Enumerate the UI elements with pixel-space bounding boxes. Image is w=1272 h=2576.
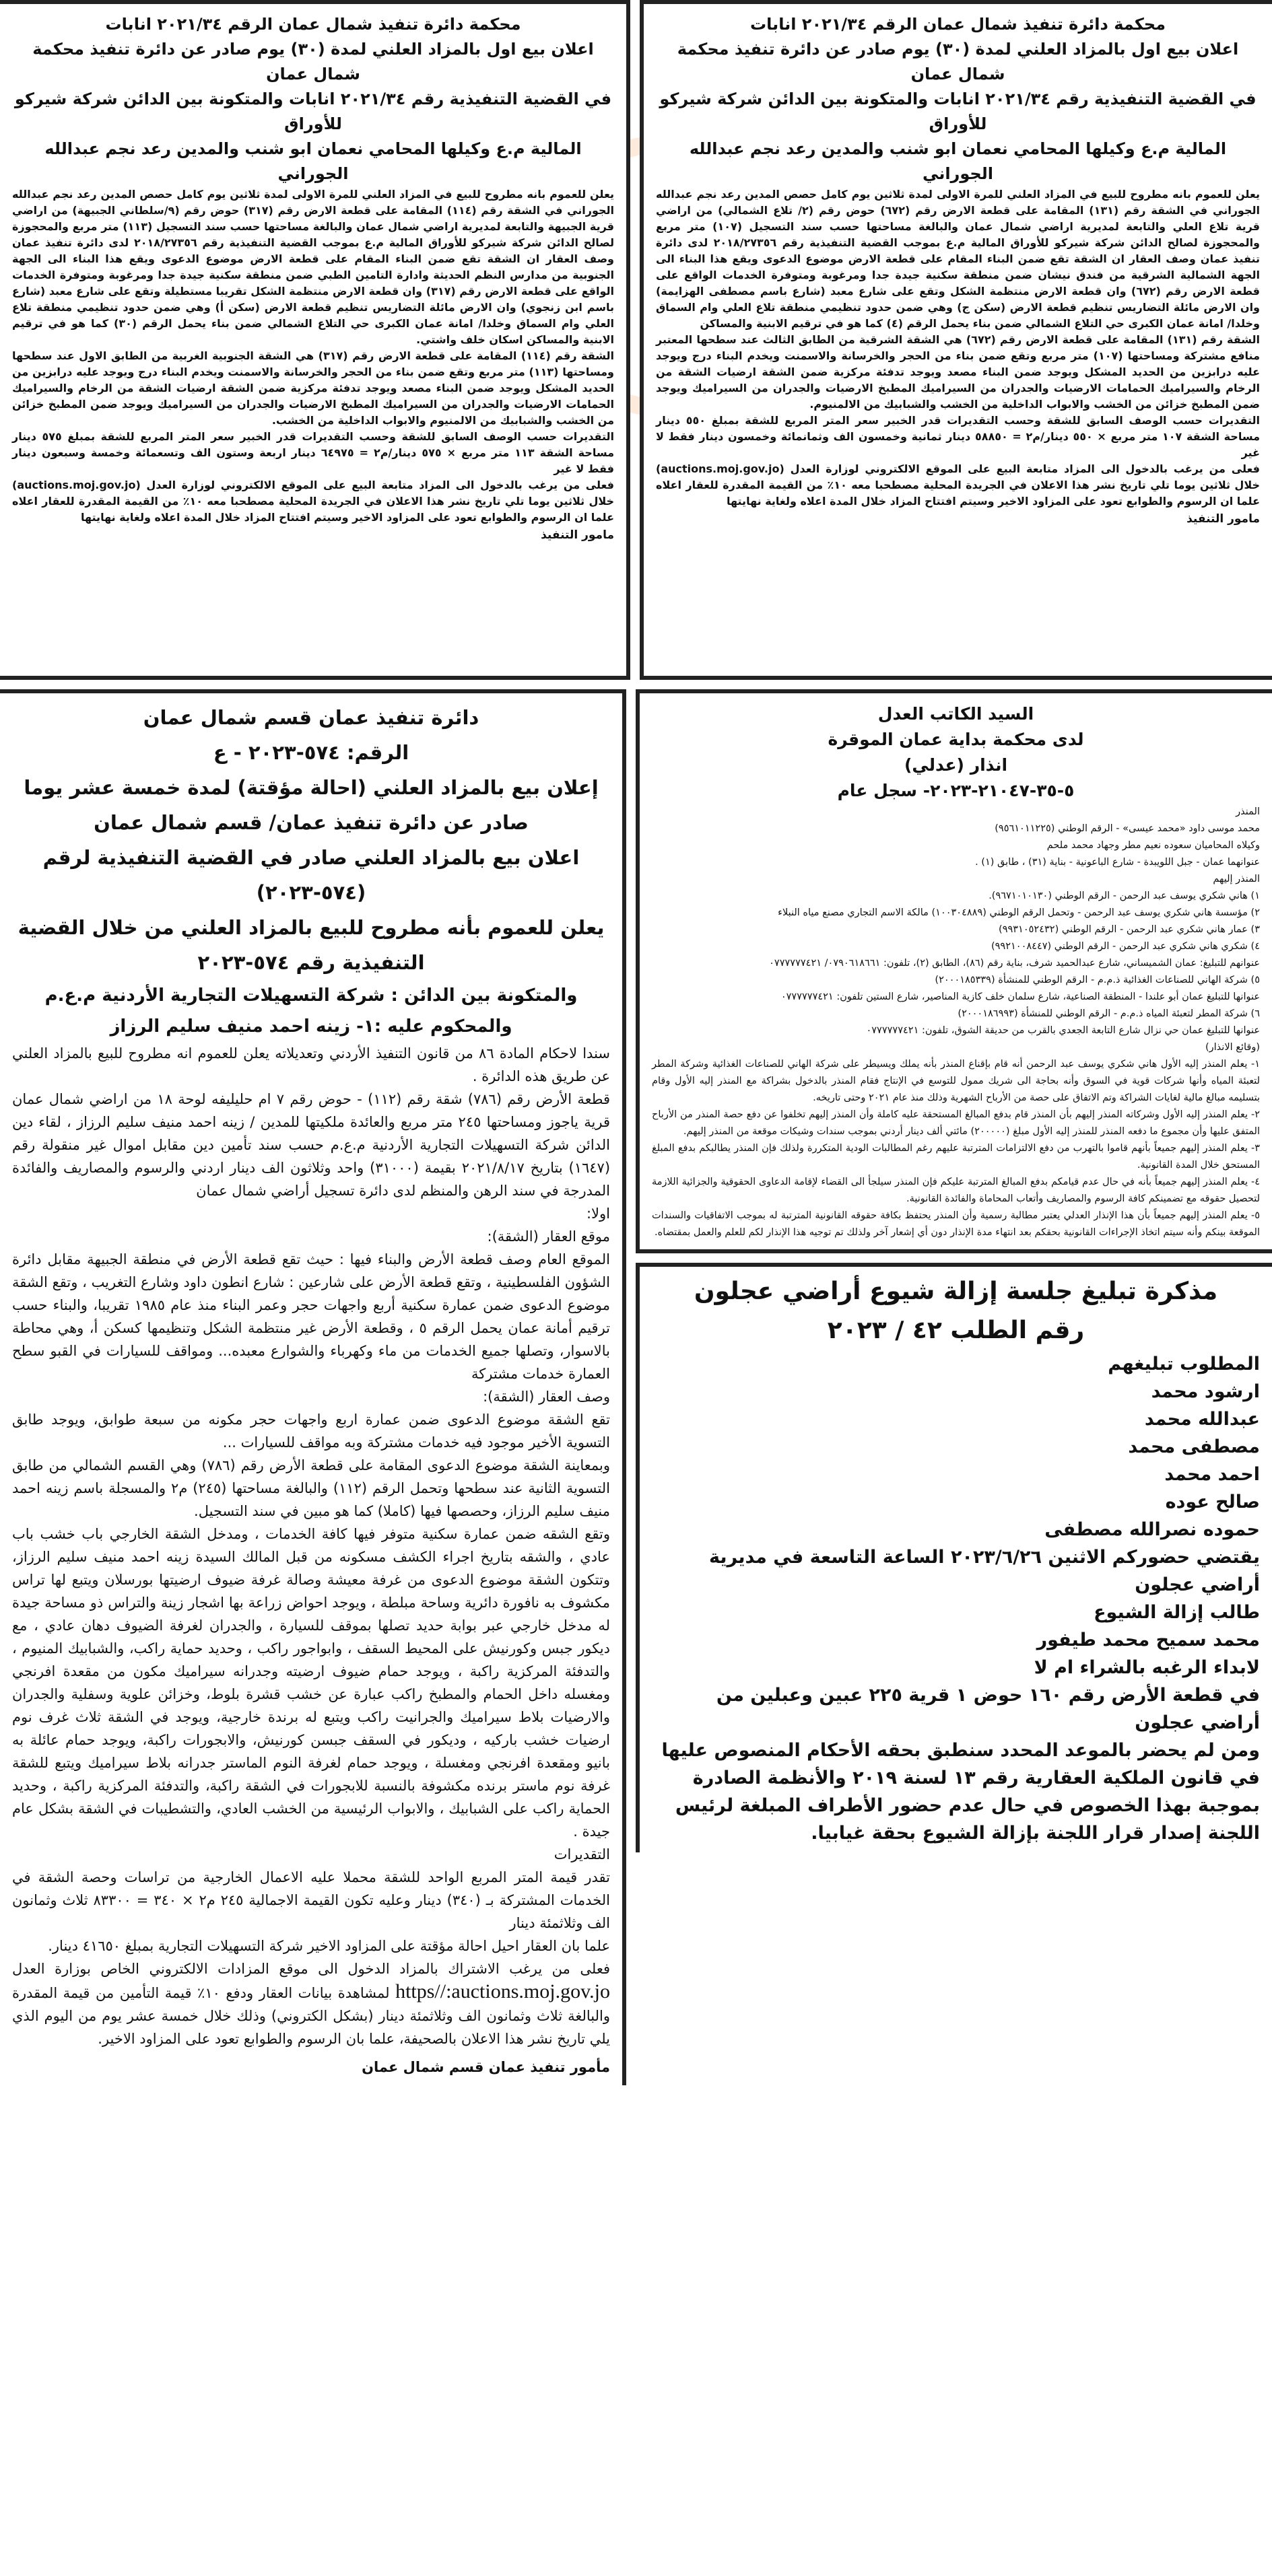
party-line: المنذر <box>1236 806 1260 817</box>
notice-paragraph: قطعة الأرض رقم (٧٨٦) شقة رقم (١١٢) - حوض رقم ٧ ام حليليفه لوحة ١٨ من اراضي شمال عمان قرية ياجوز ومساحتها ٢٤٥ متر مربع والعائدة ملكيتها للمدين / زينه احمد منيف سليم الرزاز ، لقاء دين الدائن شركة التسهيلات التجارية الأردنية م.ع.م حسب سند تأمين دين مقابل اموال غير منقولة رقم (١٦٤٧) بتاريخ ٢٠٢١/٨/١٧ بقيمة (٣١٠٠٠) واحد وثلاثون الف دينار اردني والرسوم والمصاريف والفائدة المدرجة في سند الرهن والمنظم لدى دائرة تسجيل أراضي شمال عمان <box>12 1091 611 1199</box>
party-line: عنوانها للتبليغ عمان أبو علندا - المنطقة الصناعية، شارع سلمان خلف كازية المناصير، شارع الستين تلفون: ٠٧٧٧٧٧٧٤٢١ <box>780 991 1260 1002</box>
notice-heading: السيد الكاتب العدل <box>877 704 1034 724</box>
notice-paragraph: فعلى من يرغب بالدخول الى المزاد متابعة البيع على الموقع الالكتروني لوزارة العدل (auctions.moj.gov.jo) خلال ثلاثين يوما تلي تاريخ نشر هذا الاعلان في الجريدة المحلية مصطحبا معه ١٠٪ من القيمة المقدرة للعقار اعلاه علما ان الرسوم والطوابع تعود على المزاود الاخير وسيتم افتتاح المزاد خلال المدة اعلاه ولغاية نهايتها <box>12 479 615 524</box>
notice-paragraph: موقع العقار (الشقة): <box>487 1228 610 1245</box>
notice-heading: يعلن للعموم بأنه مطروح للبيع بالمزاد العلني من خلال القضية التنفيذية رقم ٥٧٤-٢٠٢٣ <box>18 916 605 974</box>
party-line: ٦) شركة المطر لتعبئة المياه ذ.م.م - الرقم الوطني للمنشأة (٢٠٠٠١٨٦٩٩٣) <box>958 1008 1260 1019</box>
request-number: رقم الطلب ٤٢ / ٢٠٢٣ <box>827 1317 1085 1344</box>
notice-heading: المالية م.ع وكيلها المحامي نعمان ابو شنب والمدين رعد نجم عبدالله الجوراني <box>689 139 1227 183</box>
notice-paragraph: علما بان العقار احيل احالة مؤقتة على المزاود الاخير شركة التسهيلات التجارية بمبلغ ٤١٦٥٠ دينار. <box>48 1938 610 1954</box>
notice-line: المطلوب تبليغهم <box>1108 1354 1260 1374</box>
notice-heading: المالية م.ع وكيلها المحامي نعمان ابو شنب والمدين رعد نجم عبدالله الجوراني <box>44 139 582 183</box>
signature: مامور التنفيذ <box>1186 512 1260 526</box>
notice-line: محمد سميح محمد طيفور <box>1036 1630 1260 1650</box>
notice-line: مصطفى محمد <box>1128 1436 1260 1457</box>
notice-paragraph: التقديرات <box>554 1846 610 1863</box>
temporary-award-auction-notice <box>0 689 626 2085</box>
notice-line: طالب إزالة الشيوع <box>1094 1602 1260 1623</box>
party-line: عنوانهم للتبليغ: عمان الشميساني، شارع عبدالحميد شرف، بناية رقم (٨٦)، الطابق (٢)، تلفون: ٠٧٩٠٦١٨٦٦١/ ٠٧٧٧٧٧٧٤٢١ <box>769 958 1260 969</box>
notice-paragraph: الشقة رقم (١١٤) المقامة على قطعة الارض رقم (٣١٧) هي الشقة الجنوبية الغربية من الطابق الاول عند سطحها ومساحتها (١١٣) متر مربع وتقع ضمن بناء من الحجر والخرسانة والاسمنت ويخدم البناء درج ويوجد عليه درابزين من الحديد المشكل ويوجد ضمن البناء مصعد ويوجد تدفئة مركزية ضمن الشقة ارضيات الشقة من الرخام والسيراميك الحمامات الارضيات والجدران من السيراميك المطبخ الارضيات والجدران من السيراميك ويوجد ضمن المطبخ خزائن من الخشب والشبابيك من الالمنيوم والابواب الداخلية من الخشب. <box>12 349 615 427</box>
notice-line: ومن لم يحضر بالموعد المحدد سنطبق بحقه الأحكام المنصوص عليها في قانون الملكية العقارية رقم ١٣ لسنة ٢٠١٩ والأنظمة الصادرة بموجبة بهذا الخصوص في حال عدم حضور الأطراف المبلغة لرئيس اللجنة إصدار قرار اللجنة بإزالة الشيوع بحقة غيابيا. <box>661 1740 1260 1844</box>
notice-line: حموده نصرالله مصطفى <box>1044 1519 1260 1540</box>
warning-facts <box>652 1056 1260 1241</box>
auction-instructions <box>12 1957 610 2050</box>
notice-line: عبدالله محمد <box>1144 1409 1260 1430</box>
notice-line: صالح عوده <box>1165 1492 1260 1512</box>
warning-paragraph: ٥- يعلم المنذر إليهم جميعاً بأن هذا الإنذار العدلي يعتبر مطالبة رسمية وأن المنذر يحتفظ بكافة حقوقه القانونية المترتبة له بموجب الاتفاقيات والسندات الموقعة بينكم وأنه سيتم اتخاذ الإجراءات القانونية بحقكم بعد انتهاء مدة الإنذار دون أي إشعار آخر ولذلك تم توجيه هذا الإنذار لكم للعلم والعمل بمقتضاه. <box>652 1210 1260 1238</box>
warning-paragraph: ٢- يعلم المنذر إليه الأول وشركاته المنذر إليهم بأن المنذر قام بدفع المبالغ المستحقة عليه كاملة وأن المنذر إليهم تخلفوا عن دفع حصة المنذر من الأرباح المتفق عليها وأن مجموع ما دفعه المنذر للمنذر إليه الأول مبلغ (٢٠٠٠٠٠) مائتي ألف دينار أردني بموجب سندات وشيكات موقعة من المنذر إليهم. <box>652 1109 1260 1137</box>
partition-hearing-notice <box>636 1263 1272 1852</box>
auction-website-link[interactable]: https//:auctions.moj.gov.jo <box>395 1980 610 2003</box>
notice-line: في قطعة الأرض رقم ١٦٠ حوض ١ قرية ٢٢٥ عبين وعبلين من أراضي عجلون <box>716 1685 1260 1733</box>
notice-paragraph: وصف العقار (الشقة): <box>483 1389 610 1405</box>
party-line: (وقائع الانذار) <box>1205 1042 1260 1053</box>
auction-text: لمشاهدة بيانات العقار ودفع ١٠٪ قيمة التأمين من قيمة المقدرة والبالغة ثلاث وثمانون الف وثلاثمئة دينار (بشكل الكتروني) وذلك خلال خمسة عشر يوم من اليوم الذي يلي تاريخ نشر هذا الاعلان بالصحيفة، علما بان الرسوم والطوابع تعود على المزاود الاخير. <box>12 1985 610 2047</box>
auction-notice-right <box>640 0 1272 680</box>
notice-heading: مذكرة تبليغ جلسة إزالة شيوع أراضي عجلون <box>694 1278 1218 1305</box>
warning-paragraph: ٤- يعلم المنذر إليهم جميعاً بأنه في حال عدم قيامكم بدفع المبالغ المترتبة عليكم فإن المنذر سيلجأ الى القضاء لإقامة الدعاوى الحقوقية والجزائية اللازمة لتحصيل حقوقه مع تضمينكم كافة الرسوم والمصاريف وأتعاب المحاماة والفائدة القانونية. <box>652 1177 1260 1204</box>
notice-paragraph: وبمعاينة الشقة موضوع الدعوى المقامة على قطعة الأرض رقم (٧٨٦) وهي القسم الشمالي من طابق التسوية الثانية عند سطحها وتحمل الرقم (١١٢) والبالغة مساحتها (٢٤٥) م٢ والمسجلة باسم زينه احمد منيف سليم الرزاز، وحصصها فيها (كاملا) كما هو مبين في سند التسجيل. <box>12 1457 610 1519</box>
notice-paragraph: وتقع الشقه ضمن عمارة سكنية متوفر فيها كافة الخدمات ، ومدخل الشقة الخارجي باب خشب باب عادي ، والشقه بتاريخ اجراء الكشف مسكونه من قبل المالك السيدة زينه احمد منيف سليم الرزاز، وتتكون الشقة موضوع الدعوى من غرفة معيشة وصالة غرفة ضيوف ارضيتها بورسلان ويتبع لها تراس مكشوف به نافورة دائرية وساحة مبلطة ، ويوجد احواض زراعة بها اشجار زينة والتراس ذو مساحة جيدة له مدخل خارجي عبر بوابة حديد تصلها بموقف للسيارة ، والجدران لغرفة الضيوف دهان عادي ، مع ديكور جبس وكورنيش على المحيط السقف ، وابواجور راكب ، وحديد حماية راكب، والشبابيك المنيوم ، والتدفئة المركزية راكبة ، ويوجد حمام ضيوف ارضيته وجدرانه سيراميك مكون من مقعدة افرنجي ومغسله داخل الحمام والمطبخ راكب عبارة عن خشب قشرة بلوط، وخزائن علوية وسفلية والجدران والارضيات بلاط سيراميك والجرانيت راكب ويتبع له برندة خارجية، ويوجد في الشقة ثلاث غرف نوم ارضيات خشب باركيه ، وديكور في السقف جبسن كورنيش، والابجورات راكبة، ويوجد حمام عائلة به بانيو ومقعدة افرنجي ومغسلة ، ويوجد حمام لغرفة النوم الماستر جدرانه بلاط سيراميك ويتبع للشقة غرفة نوم ماستر برنده مكشوفة بالنسبة للابجورات في الشقة راكبة، والتدفئة المركزية راكبة ، وحديد الحماية راكب على الشبابيك ، والابواب الرئيسية من الخشب العادي، والتشطيبات في الشقة بشكل عام جيدة . <box>12 1526 610 1840</box>
notice-line: لابداء الرغبه بالشراء ام لا <box>1034 1657 1260 1678</box>
notice-paragraph: اولا: <box>586 1206 610 1222</box>
notice-line: ارشود محمد <box>1151 1381 1260 1402</box>
party-line: وكيلاه المحاميان سعوده نعيم مطر وجهاد محمد ملحم <box>1046 840 1260 851</box>
case-number: الرقم: ٥٧٤-٢٠٢٣ - ع <box>213 741 409 764</box>
bottom-row <box>0 689 1272 2085</box>
right-column <box>636 689 1272 2085</box>
party-line: عنوانهما عمان - جبل اللويبدة - شارع الباعونية - بناية (٣١) ، طابق (١) . <box>975 857 1260 868</box>
warning-paragraph: ٣- يعلم المنذر إليهم جميعاً بأنهم قاموا بالتهرب من دفع الالتزامات المترتبة عليهم رغم المطالبات الودية المتكررة ولذلك فإن المنذر يطالبكم بدفع المبلغ المستحق خلال المدة القانونية. <box>652 1143 1260 1171</box>
party-line: محمد موسى داود «محمد عيسى» - الرقم الوطني (٩٥٦١٠١١٢٢٥) <box>995 823 1260 834</box>
notice-paragraph: الموقع العام وصف قطعة الأرض والبناء فيها : حيث تقع قطعة الأرض في منطقة الجبيهة مقابل دائرة الشؤون الفلسطينية ، وتقع قطعة الأرض على شارعين : شارع انطون داود وشارع التغريب ، وتقع الشقة موضوع الدعوى ضمن عمارة سكنية أربع واجهات حجر وعمر البناء منذ عام ١٩٨٥ تقريبا، والبناء حسب ترقيم أمانة عمان يحمل الرقم ٥ ، وقطعة الأرض غير منتظمة الشكل وتنظيمها كسكن أ، وهي محاطة بالاسوار، وتصلها جميع الخدمات من ماء وكهرباء والشوارع معبده... ومواقف للسيارات في القبو سطح العمارة خدمات مشتركة <box>12 1251 610 1382</box>
notice-heading: اعلان بيع بالمزاد العلني صادر في القضية التنفيذية لرقم (٥٧٤-٢٠٢٣) <box>42 846 580 904</box>
notice-heading: في القضية التنفيذية رقم ٢٠٢١/٣٤ انابات والمتكونة بين الدائن شركة شيركو للأوراق <box>14 90 612 133</box>
notice-lines <box>652 1350 1260 1847</box>
debtor: والمحكوم عليه :١- زينه احمد منيف سليم الرزاز <box>110 1016 512 1037</box>
notice-heading: إعلان بيع بالمزاد العلني (احالة مؤقتة) لمدة خمسة عشر يوما صادر عن دائرة تنفيذ عمان/ قسم شمال عمان <box>24 776 599 834</box>
notice-heading: محكمة دائرة تنفيذ شمال عمان الرقم ٢٠٢١/٣٤ انابات <box>750 15 1166 34</box>
notice-paragraph: التقديرات حسب الوصف السابق للشقة وحسب التقديرات قدر الخبير سعر المتر المربع للشقة بمبلغ ٥٥٠ دينار مساحة الشقة ١٠٧ متر مربع × ٥٥٠ دينار/م٢ = ٥٨٨٥٠ دينار ثمانية وخمسون الف وثمانمائة وخمسون دينار فقط لا غير <box>656 414 1261 459</box>
notice-paragraph: يعلن للعموم بانه مطروح للبيع في المزاد العلني للمرة الاولى لمدة ثلاثين يوم كامل حصص المدين رعد نجم عبدالله الجوراني في الشقة رقم (١٣١) المقامة على قطعة الارض رقم (٦٧٢) حوض رقم (٢/ تلاع الشمالي) من اراضي قرية تلاع العلي والتابعة لمديرية اراضي شمال عمان والبالغة مساحتها حسب سند التسجيل (١٠٧) متر مربع والمحجوزة لصالح الدائن شركة شيركو للأوراق المالية م.ع بموجب القضية التنفيذية رقم ٢٠١٨/٢٧٣٥٦ لدى دائرة تنفيذ عمان وصف العقار ان الشقة تقع ضمن البناء المقام على قطعة الارض موضوع الدعوى ويقع هذا البناء الى الجهة الشمالية الشرقية من فندق نيشان ضمن منطقة سكنية جيدة جدا ومرغوبة ومتوفرة الخدمات الواقع على قطعة الارض رقم (٦٧٢) وان قطعة الارض منتظمة الشكل وتقع على شارع معبد (شارع باسم مصطفى الهزايمة) وان الارض مائلة التضاريس تنظيم قطعة الارض (سكن ج) وهي ضمن حدود تنظيمي منطقة تلاع العلي وام السماق وخلدا/ امانة عمان الكبرى حي التلاع الشمالي ضمن بناء يحمل الرقم (٤) كما هو في ترقيم الابنية والمساكن <box>656 188 1261 330</box>
signature: مامور التنفيذ <box>541 528 614 542</box>
party-line: ٥) شركة الهاني للصناعات الغذائية ذ.م.م - الرقم الوطني للمنشأة (٢٠٠٠١٨٥٣٣٩) <box>935 975 1260 985</box>
case-number: ٥-٣٥-٢١٠٤٧-٢٠٢٣- سجل عام <box>837 781 1075 800</box>
warning-paragraph: ١- يعلم المنذر إليه الأول هاني شكري يوسف عبد الرحمن أنه قام بإقناع المنذر بأنه يملك ويسيطر على شركة الهاني للصناعات الغذائية وشركة المطر لتعبئة المياه وأنها شركات قوية في السوق وأنه بحاجة الى شريك ممول للتوسع في الإنتاج فقام المنذر بالدخول بشراكة مع المنذر إليه الأول وقام بتسليمه مبالغ مالية لغايات الشراكة وتم الاتفاق على حصة من الأرباح الشهرية وذلك منذ عام ٢٠٢١ وحتى تاريخه. <box>652 1059 1260 1103</box>
notice-paragraph: التقديرات حسب الوصف السابق للشقة وحسب التقديرات قدر الخبير سعر المتر المربع للشقة بمبلغ ٥٧٥ دينار مساحة الشقة ١١٣ متر مربع × ٥٧٥ دينار/م٢ = ٦٤٩٧٥ دينار اربعة وستون الف وتسعمائة وخمسة وسبعون دينار فقط لا غير <box>12 430 615 475</box>
notice-paragraph: يعلن للعموم بانه مطروح للبيع في المزاد العلني للمرة الاولى لمدة ثلاثين يوم كامل حصص المدين رعد نجم عبدالله الجوراني في الشقة رقم (١١٤) المقامة على قطعة الارض رقم (٣١٧) حوض رقم (٩/سلطاني الجبيهة) من اراضي قرية الجبيهة والتابعة لمديرية اراضي شمال عمان والبالغة مساحتها حسب سند التسجيل (١١٣) متر مربع والمحجوزة لصالح الدائن شركة شيركو للأوراق المالية م.ع بموجب القضية التنفيذية رقم ٢٠١٨/٢٧٣٥٦ لدى دائرة تنفيذ عمان وصف العقار ان الشقة تقع ضمن البناء المقام على قطعة الارض موضوع الدعوى ويقع هذا البناء الى الجهة الجنوبية من مدارس النظم الحديثة وادارة التامين الطبي ضمن منطقة سكنية جيدة جدا ومرغوبة ومتوفرة الخدمات الواقع على قطعة الارض رقم (٣١٧) وان قطعة الارض منتظمة الشكل تقريبا مستطيلة وتقع على شارع معبد (شارع باسم ابن زنجوي) وان الارض مائلة التضاريس تنظيم قطعة الارض (سكن أ) وهي ضمن حدود تنظيمي منطقة تلاع العلي وام السماق وخلدا/ امانة عمان الكبرى حي التلاع الشمالي ضمن بناء يحمل الرقم (٣٠) كما هو في ترقيم الابنية والمساكن اسكان خلف واشتي. <box>12 188 615 346</box>
notarial-warning-notice <box>636 689 1272 1253</box>
notice-line: يقتضي حضوركم الاثنين ٢٠٢٣/٦/٢٦ الساعة التاسعة في مديرية أراضي عجلون <box>709 1547 1260 1595</box>
notice-heading: في القضية التنفيذية رقم ٢٠٢١/٣٤ انابات والمتكونة بين الدائن شركة شيركو للأوراق <box>659 90 1257 133</box>
notice-line: احمد محمد <box>1164 1464 1260 1485</box>
top-row <box>0 0 1272 680</box>
notice-heading: انذار (عدلي) <box>904 755 1008 775</box>
party-line: ٣) عمار هاني شكري عبد الرحمن - الرقم الوطني (٩٩٣١٠٥٢٤٣٢) <box>999 924 1260 935</box>
notice-heading: محكمة دائرة تنفيذ شمال عمان الرقم ٢٠٢١/٣٤ انابات <box>105 15 521 34</box>
creditor: والمتكونة بين الدائن : شركة التسهيلات التجارية الأردنية م.ع.م <box>44 985 578 1006</box>
party-line: ١) هاني شكري يوسف عبد الرحمن - الرقم الوطني (٩٦٧١٠١٠١٣٠). <box>989 891 1260 901</box>
notice-heading: دائرة تنفيذ عمان قسم شمال عمان <box>143 706 479 729</box>
auction-text: فعلى من يرغب الاشتراك بالمزاد الدخول الى موقع المزادات الالكتروني الخاص بوزارة العدل <box>12 1961 610 1977</box>
party-line: عنوانها للتبليغ عمان حي نزال شارع التابعة الجعدي بالقرب من حديقة الشوق، تلفون: ٠٧٧٧٧٧٧٤٢١ <box>866 1025 1260 1036</box>
party-line: المنذر إليهم <box>1213 874 1260 884</box>
notice-heading: لدى محكمة بداية عمان الموقرة <box>828 730 1084 749</box>
notice-paragraph: فعلى من يرغب بالدخول الى المزاد متابعة البيع على الموقع الالكتروني لوزارة العدل (auctions.moj.gov.jo) خلال ثلاثين يوما تلي تاريخ نشر هذا الاعلان في الجريدة المحلية مصطحبا معه ١٠٪ من القيمة المقدرة للعقار اعلاه علما ان الرسوم والطوابع تعود على المزاود الاخير وسيتم افتتاح المزاد خلال المدة اعلاه ولغاية نهايتها <box>656 462 1260 508</box>
notice-heading: اعلان بيع اول بالمزاد العلني لمدة (٣٠) يوم صادر عن دائرة تنفيذ محكمة شمال عمان <box>32 40 594 83</box>
signature: مأمور تنفيذ عمان قسم شمال عمان <box>362 2059 610 2075</box>
notice-heading: اعلان بيع اول بالمزاد العلني لمدة (٣٠) يوم صادر عن دائرة تنفيذ محكمة شمال عمان <box>677 40 1239 83</box>
party-line: ٤) شكري هاني شكري عبد الرحمن - الرقم الوطني (٩٩٢١٠٠٨٤٤٧) <box>991 941 1260 952</box>
notice-paragraph: سندا لاحكام المادة ٨٦ من قانون التنفيذ الأردني وتعديلاته يعلن للعموم انه مطروح للبيع بالمزاد العلني عن طريق هذه الدائرة . <box>12 1045 611 1084</box>
notice-paragraph: تقع الشقة موضوع الدعوى ضمن عمارة اربع واجهات حجر مكونه من سبعة طوابق، ويوجد طابق التسوية الأخير موجود فيه خدمات مشتركة وبه مواقف للسيارات ... <box>12 1412 610 1451</box>
notice-paragraph: تقدر قيمة المتر المربع الواحد للشقة محملا عليه الاعمال الخارجية من تراسات وحصة الشقة في الخدمات المشتركة بـ (٣٤٠) دينار وعليه تكون القيمة الاجمالية ٢٤٥ م٢ × ٣٤٠ = ٨٣٣٠٠ ثلاث وثمانون الف وثلاثمئة دينار <box>12 1869 610 1931</box>
notice-paragraph: الشقة رقم (١٣١) المقامة على قطعة الارض رقم (٦٧٢) هي الشقة الشرقية من الطابق الثالث عند سطحها المعتبر منافع مشتركة ومساحتها (١٠٧) متر مربع وتقع ضمن بناء من الحجر والخرسانة والاسمنت ويخدم البناء درج ويوجد عليه درابزين من الحديد المشكل ويوجد ضمن البناء مصعد ويوجد تدفئة مركزية ضمن الشقة ارضيات الشقة من الرخام والسيراميك الحمامات الارضيات والجدران من السيراميك المطبخ الارضيات والجدران من السيراميك ويوجد ضمن المطبخ خزائن من الخشب والابواب الداخلية من الخشب والشبابيك من الالمنيوم. <box>656 333 1261 411</box>
parties-list <box>652 804 1260 1056</box>
party-line: ٢) مؤسسة هاني شكري يوسف عبد الرحمن - وتحمل الرقم الوطني (١٠٠٣٠٤٨٨٩) مالكة الاسم التجاري مصنع مياه النبلاء <box>778 907 1260 918</box>
auction-notice-left <box>0 0 630 680</box>
